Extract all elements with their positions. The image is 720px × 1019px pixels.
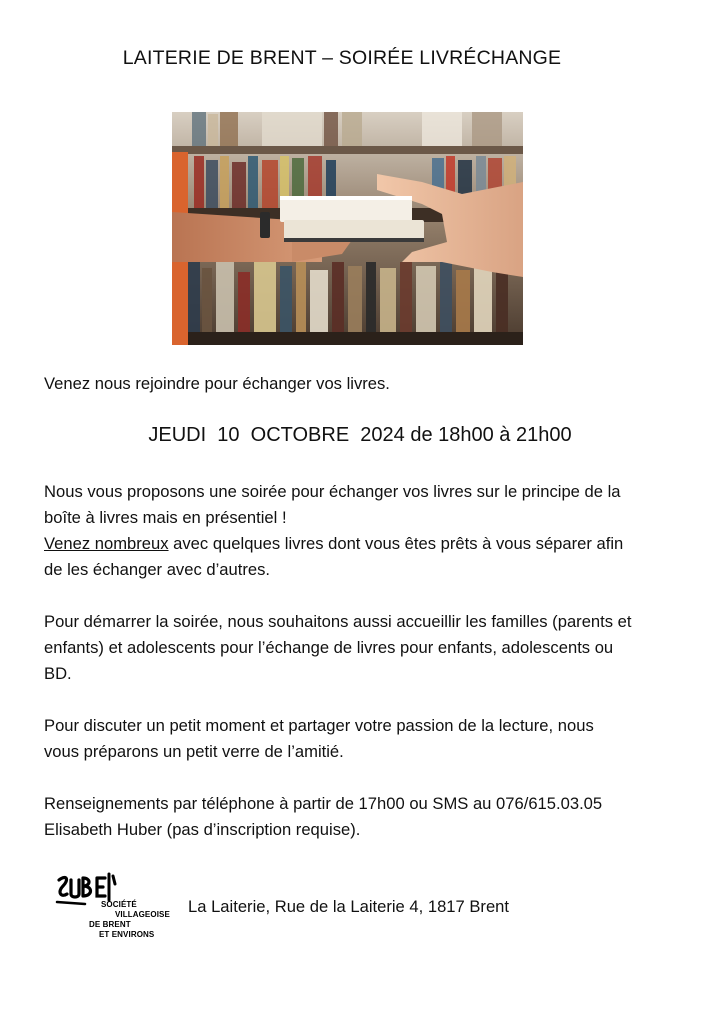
hands-exchanging-books-photo	[172, 112, 523, 345]
paragraph-line: enfants) et adolescents pour l’échange de livres pour enfants, adolescents ou	[44, 638, 614, 657]
page-title: LAITERIE DE BRENT – SOIRÉE LIVRÉCHANGE	[122, 47, 562, 69]
paragraph-line: Renseignements par téléphone à partir de 17h00 ou SMS au 076/615.03.05	[44, 794, 603, 813]
paragraph-line: Nous vous proposons une soirée pour échanger vos livres sur le principe de la	[44, 482, 621, 501]
society-logo	[55, 872, 173, 948]
paragraph-line: Pour démarrer la soirée, nous souhaitons aussi accueillir les familles (parents et	[44, 612, 632, 631]
logo-line: SOCIÉTÉ	[101, 900, 137, 909]
paragraph-line: Pour discuter un petit moment et partager votre passion de la lecture, nous	[44, 716, 594, 735]
paragraph-line: Elisabeth Huber (pas d’inscription requise).	[44, 820, 361, 839]
venue-address: La Laiterie, Rue de la Laiterie 4, 1817 Brent	[188, 897, 510, 916]
intro-text: Venez nous rejoindre pour échanger vos livres.	[44, 374, 390, 393]
paragraph-contact	[44, 791, 602, 843]
paragraph-line: BD.	[44, 664, 72, 683]
logo-line: DE BRENT	[89, 920, 131, 929]
underlined-text: Venez nombreux	[44, 534, 169, 553]
logo-line: ET ENVIRONS	[99, 930, 155, 939]
logo-line: VILLAGEOISE	[115, 910, 170, 919]
paragraph-families	[44, 609, 632, 687]
paragraph-text: avec quelques livres dont vous êtes prêts à vous séparer afin	[168, 534, 624, 553]
paragraph-line	[44, 531, 623, 557]
paragraph-exchange	[44, 479, 623, 583]
paragraph-friendship	[44, 713, 594, 765]
paragraph-line: boîte à livres mais en présentiel !	[44, 508, 287, 527]
paragraph-line: vous préparons un petit verre de l’amitié.	[44, 742, 344, 761]
paragraph-line: de les échanger avec d’autres.	[44, 560, 271, 579]
event-date: JEUDI 10 OCTOBRE 2024 de 18h00 à 21h00	[148, 424, 572, 446]
